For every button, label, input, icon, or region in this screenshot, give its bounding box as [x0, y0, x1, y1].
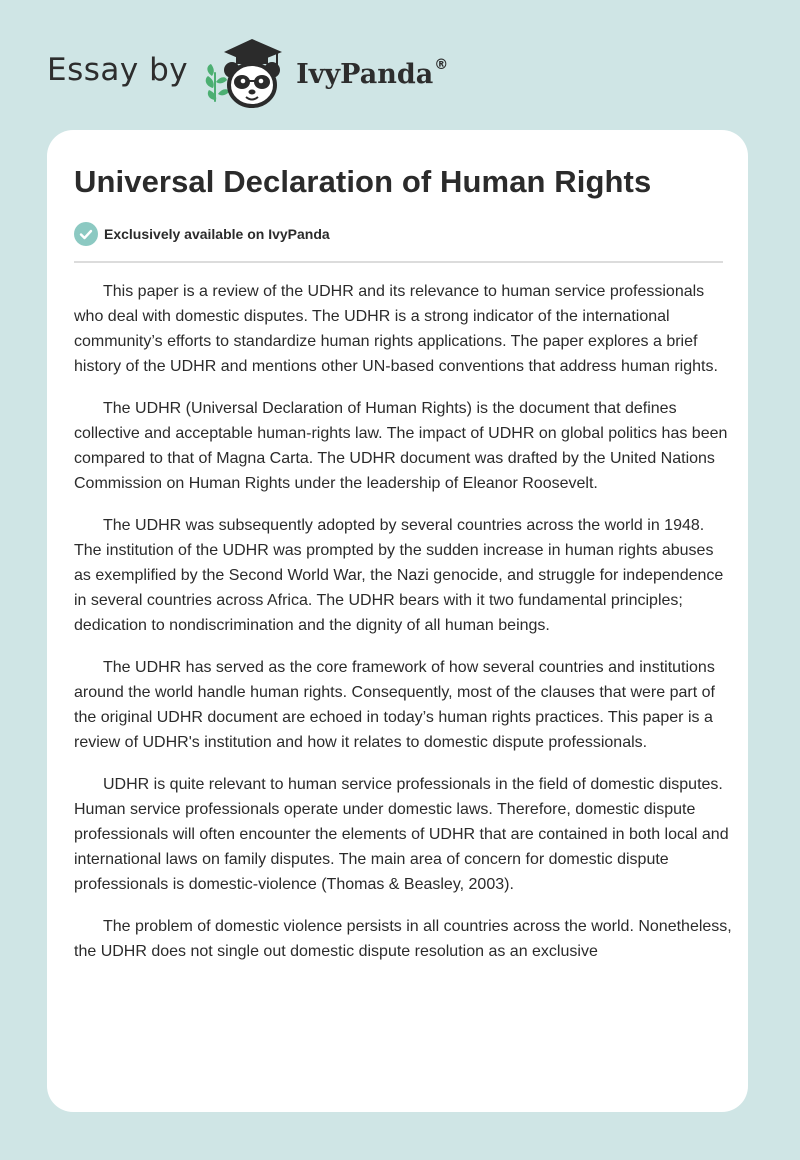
brand-name-text: IvyPanda [296, 58, 434, 90]
exclusive-badge-label: Exclusively available on IvyPanda [104, 226, 330, 242]
paragraph: This paper is a review of the UDHR and its relevance to human service professionals who deal with domestic disputes. The UDHR is a strong indicator of the international community’s efforts to standardize human rights applications. The paper explores a brief history of the UDHR and mentions other UN-based conventions that address human rights. [74, 283, 718, 375]
essay-body [74, 279, 734, 981]
registered-mark: ® [434, 56, 449, 73]
title-divider [74, 261, 723, 263]
paragraph: The UDHR has served as the core framework of how several countries and institutions around the world handle human rights. Consequently, most of the clauses that were part of the original UDHR document are echoed in today’s human rights practices. This paper is a review of UDHR's institution and how it relates to domestic dispute professionals. [74, 659, 715, 751]
essay-card [47, 130, 748, 1112]
paragraph: The problem of domestic violence persists in all countries across the world. Nonetheless, the UDHR does not single out domestic dispute resolution as an exclusive [74, 918, 732, 960]
check-circle-icon [74, 222, 98, 246]
paragraph: The UDHR was subsequently adopted by several countries across the world in 1948. The institution of the UDHR was prompted by the sudden increase in human rights abuses as exemplified by the Second World War, the Nazi genocide, and struggle for independence in several countries across Africa. The UDHR bears with it two fundamental principles; dedication to nondiscrimination and the dignity of all human beings. [74, 517, 724, 634]
essay-by-label: Essay by [47, 52, 189, 88]
panda-logo-icon[interactable] [202, 36, 294, 110]
brand-name[interactable] [296, 56, 449, 90]
page-title: Universal Declaration of Human Rights [74, 164, 652, 199]
paragraph: UDHR is quite relevant to human service professionals in the field of domestic disputes. Human service professionals operate under domestic laws. Therefore, domestic dispute professionals will often encounter the elements of UDHR that are contained in both local and international laws on family disputes. The main area of concern for domestic dispute professionals is domestic-violence (Thomas & Beasley, 2003). [74, 776, 729, 893]
paragraph: The UDHR (Universal Declaration of Human Rights) is the document that defines collective and acceptable human-rights law. The impact of UDHR on global politics has been compared to that of Magna Carta. The UDHR document was drafted by the United Nations Commission on Human Rights under the leadership of Eleanor Roosevelt. [74, 400, 728, 492]
site-header [47, 36, 448, 110]
exclusive-badge [74, 222, 330, 246]
